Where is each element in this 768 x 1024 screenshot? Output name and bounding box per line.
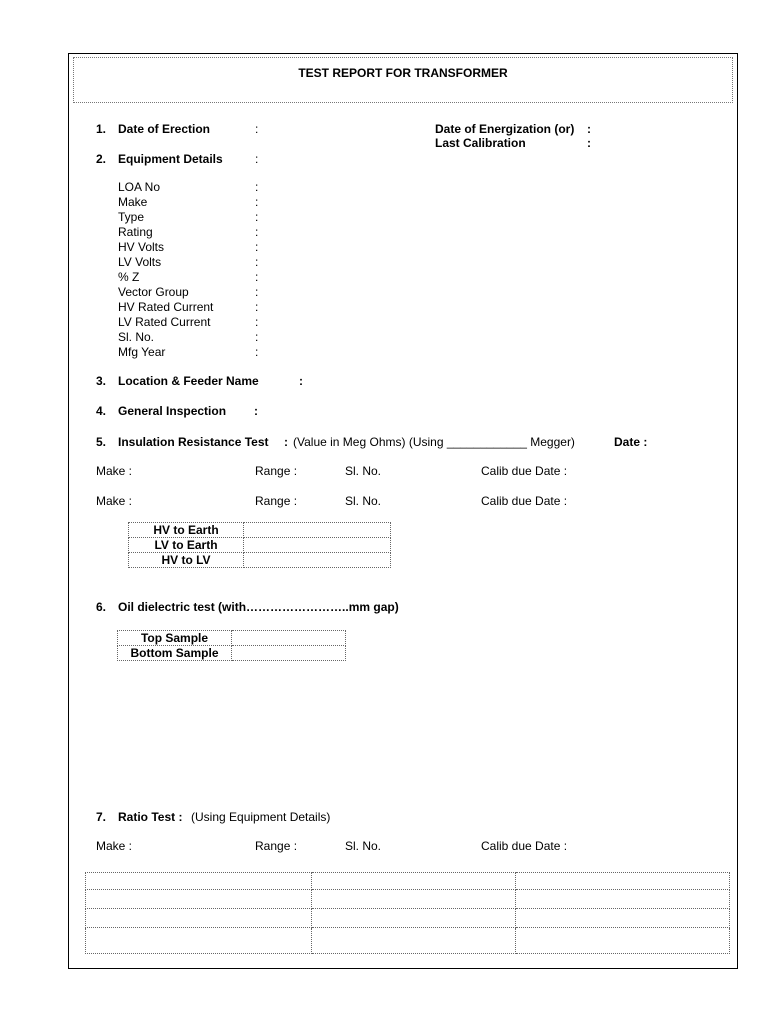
table-row bbox=[86, 909, 730, 928]
insulation-resistance-note: (Value in Meg Ohms) (Using ____________ Megger) bbox=[293, 435, 575, 449]
ratio-cell[interactable] bbox=[312, 873, 516, 890]
insulation-resistance-colon: : bbox=[284, 435, 288, 449]
instrument-range-label: Range : bbox=[255, 494, 298, 508]
ratio-cell[interactable] bbox=[86, 928, 312, 954]
section-1-number: 1. bbox=[96, 122, 107, 136]
instrument-make-label: Make : bbox=[96, 464, 133, 478]
ratio-test-label: Ratio Test : bbox=[118, 810, 183, 824]
insulation-resistance-table bbox=[128, 522, 391, 568]
table-row bbox=[129, 553, 391, 568]
report-page bbox=[68, 53, 738, 969]
table-row bbox=[118, 646, 346, 661]
insulation-test-date-label: Date : bbox=[614, 435, 648, 449]
field-colon: : bbox=[255, 270, 259, 284]
table-row bbox=[129, 523, 391, 538]
section-3-number: 3. bbox=[96, 374, 107, 388]
general-inspection-colon: : bbox=[254, 404, 258, 418]
ratio-cell[interactable] bbox=[516, 909, 730, 928]
last-calibration-colon: : bbox=[587, 136, 591, 150]
instrument-calib-label: Calib due Date : bbox=[481, 464, 568, 478]
instrument-make-label: Make : bbox=[96, 494, 133, 508]
oil-row-label: Bottom Sample bbox=[118, 646, 232, 661]
equipment-details-label: Equipment Details bbox=[118, 152, 223, 166]
field-mfg-year: Mfg Year bbox=[118, 345, 166, 359]
title-box bbox=[73, 57, 733, 103]
instrument-slno-label: Sl. No. bbox=[345, 464, 382, 478]
field-impedance: % Z bbox=[118, 270, 140, 284]
section-6-number: 6. bbox=[96, 600, 107, 614]
date-of-energization-label: Date of Energization (or) bbox=[435, 122, 575, 136]
field-colon: : bbox=[255, 210, 259, 224]
general-inspection-label: General Inspection bbox=[118, 404, 227, 418]
field-colon: : bbox=[255, 180, 259, 194]
date-of-erection-colon: : bbox=[255, 122, 259, 136]
oil-dielectric-table bbox=[117, 630, 346, 661]
date-of-energization-colon: : bbox=[587, 122, 591, 136]
ratio-cell[interactable] bbox=[516, 890, 730, 909]
ratio-cell[interactable] bbox=[86, 890, 312, 909]
table-row bbox=[86, 873, 730, 890]
last-calibration-label: Last Calibration bbox=[435, 136, 526, 150]
field-vector-group: Vector Group bbox=[118, 285, 189, 299]
location-feeder-label: Location & Feeder Name bbox=[118, 374, 259, 388]
field-colon: : bbox=[255, 195, 259, 209]
insulation-resistance-label: Insulation Resistance Test bbox=[118, 435, 269, 449]
field-lv-volts: LV Volts bbox=[118, 255, 162, 269]
field-hv-rated-current: HV Rated Current bbox=[118, 300, 214, 314]
section-7-number: 7. bbox=[96, 810, 107, 824]
instrument-slno-label: Sl. No. bbox=[345, 494, 382, 508]
oil-row-label: Top Sample bbox=[118, 631, 232, 646]
field-lv-rated-current: LV Rated Current bbox=[118, 315, 211, 329]
field-colon: : bbox=[255, 285, 259, 299]
ir-row-label: HV to LV bbox=[129, 553, 244, 568]
field-colon: : bbox=[255, 330, 259, 344]
table-row bbox=[118, 631, 346, 646]
instrument-calib-label: Calib due Date : bbox=[481, 839, 568, 853]
ir-row-label: LV to Earth bbox=[129, 538, 244, 553]
ratio-cell[interactable] bbox=[312, 909, 516, 928]
equipment-details-colon: : bbox=[255, 152, 259, 166]
field-hv-volts: HV Volts bbox=[118, 240, 165, 254]
oil-dielectric-label: Oil dielectric test (with……………………..mm gap) bbox=[118, 600, 399, 614]
instrument-range-label: Range : bbox=[255, 839, 298, 853]
report-title: TEST REPORT FOR TRANSFORMER bbox=[298, 66, 508, 80]
location-feeder-colon: : bbox=[299, 374, 303, 388]
field-sl-no: Sl. No. bbox=[118, 330, 155, 344]
field-colon: : bbox=[255, 315, 259, 329]
field-make: Make bbox=[118, 195, 148, 209]
ratio-cell[interactable] bbox=[86, 873, 312, 890]
ratio-cell[interactable] bbox=[312, 890, 516, 909]
section-5-number: 5. bbox=[96, 435, 107, 449]
instrument-calib-label: Calib due Date : bbox=[481, 494, 568, 508]
ratio-test-note: (Using Equipment Details) bbox=[191, 810, 331, 824]
ir-row-label: HV to Earth bbox=[129, 523, 244, 538]
ratio-test-table bbox=[85, 872, 730, 954]
ratio-cell[interactable] bbox=[516, 928, 730, 954]
oil-value-cell[interactable] bbox=[232, 646, 346, 661]
field-colon: : bbox=[255, 240, 259, 254]
instrument-range-label: Range : bbox=[255, 464, 298, 478]
ir-value-cell[interactable] bbox=[244, 553, 391, 568]
oil-value-cell[interactable] bbox=[232, 631, 346, 646]
ratio-cell[interactable] bbox=[86, 909, 312, 928]
section-4-number: 4. bbox=[96, 404, 107, 418]
table-row bbox=[86, 928, 730, 954]
field-type: Type bbox=[118, 210, 145, 224]
field-colon: : bbox=[255, 345, 259, 359]
field-loa-no: LOA No bbox=[118, 180, 161, 194]
ir-value-cell[interactable] bbox=[244, 523, 391, 538]
instrument-make-label: Make : bbox=[96, 839, 133, 853]
field-colon: : bbox=[255, 300, 259, 314]
section-2-number: 2. bbox=[96, 152, 107, 166]
instrument-slno-label: Sl. No. bbox=[345, 839, 382, 853]
field-colon: : bbox=[255, 225, 259, 239]
ir-value-cell[interactable] bbox=[244, 538, 391, 553]
field-colon: : bbox=[255, 255, 259, 269]
ratio-cell[interactable] bbox=[312, 928, 516, 954]
table-row bbox=[129, 538, 391, 553]
field-rating: Rating bbox=[118, 225, 153, 239]
date-of-erection-label: Date of Erection bbox=[118, 122, 211, 136]
ratio-cell[interactable] bbox=[516, 873, 730, 890]
table-row bbox=[86, 890, 730, 909]
